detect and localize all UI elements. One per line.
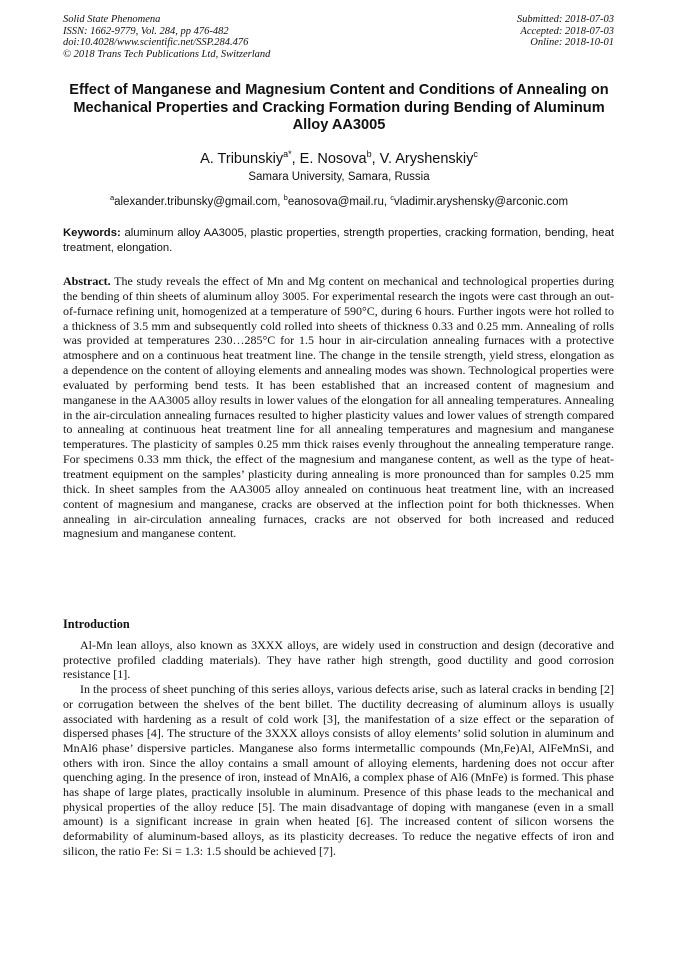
author-name: E. Nosova <box>299 150 367 167</box>
abstract-block <box>63 274 614 541</box>
journal-name: Solid State Phenomena <box>63 14 161 25</box>
doi-line[interactable]: doi:10.4028/www.scientific.net/SSP.284.476 <box>63 37 249 48</box>
author-marker: c <box>473 149 478 159</box>
submitted-date: Submitted: 2018-07-03 <box>516 14 614 25</box>
keywords-text: aluminum alloy AA3005, plastic properties, strength properties, cracking formation, bending, heat treatment, elongation. <box>63 227 615 254</box>
author-marker: a* <box>283 149 292 159</box>
author-name: V. Aryshenskiy <box>379 150 474 167</box>
abstract-label: Abstract. <box>63 274 111 288</box>
author-name: A. Tribunskiy <box>200 150 284 167</box>
affiliation: Samara University, Samara, Russia <box>248 171 430 183</box>
paper-title: Effect of Manganese and Magnesium Content and Conditions of Annealing on Mechanical Properties and Cracking Formation during Bending of Aluminum Alloy AA3005 <box>69 82 609 133</box>
copyright-line: © 2018 Trans Tech Publications Ltd, Switzerland <box>63 48 271 60</box>
email-marker: b <box>283 193 288 202</box>
email-marker: a <box>109 193 115 202</box>
online-date: Online: 2018-10-01 <box>530 37 614 48</box>
email-marker: c <box>390 193 395 202</box>
abstract-text: The study reveals the effect of Mn and Mg content on mechanical and technological properties during the bending of thin sheets of aluminum alloy 3005. For experimental research the ingots were cast through an out-of-furnace refining unit, homogenized at a temperature of 590°C, during 6 hours. Further ingots were hot rolled to a thickness of 3.5 mm and subsequently cold rolled into sheets of thickness 0.33 and 0.25 mm. Annealing of rolls was provided at temperatures 230…285°C for 1.5 hour in air-circulation annealing furnaces with a protective atmosphere and on a continuous heat treatment line. The change in the tensile strength, yield stress, elongation as a dependence on the content of alloying elements and annealing modes was shown. Technological properties were evaluated by performing bend tests. It has been established that an increased content of magnesium and manganese in the AA3005 alloy results in lower values of the elongation for all annealing temperatures. Annealing in the air-circulation annealing furnaces resulted to higher plasticity values and lower values of strength compared to annealing at continuous heat treatment line for all annealing temperatures and magnesium and manganese temperatures. The plasticity of samples 0.25 mm thick raises evenly throughout the annealing temperature range. For specimens 0.33 mm thick, the effect of the magnesium and manganese content, as well as the type of heat-treatment equipment on the samples’ plasticity during annealing is more pronounced than for samples 0.25 mm thick. In sheet samples from the AA3005 alloy annealed on continuous heat treatment line, with an increased content of magnesium and manganese, cracks are observed at the inflection point for both thicknesses. When annealing in air-circulation annealing furnaces, cracks are not observed for both increased and reduced magnesium and manganese content. <box>63 274 614 541</box>
email-link[interactable]: alexander.tribunsky@gmail.com <box>114 195 278 208</box>
keywords-block <box>63 226 614 255</box>
paragraph: In the process of sheet punching of this series alloys, various defects arise, such as lateral cracks in bending [2] or corrugation between the shelves of the bent billet. The ductility decreasing of aluminum alloys is usually associated with hardening as a result of cold work [3], the manifestation of a size effect or the separation of dispersed phases [4]. The structure of the 3XXX alloys consists of alloy elements’ solid solution in aluminum and MnAl6 phase’ dispersive particles. Manganese also forms intermetallic compounds (Mn,Fe)Al, AlFeMnSi, and others with iron. Since the alloy contains a small amount of alloying elements, hardening does not occur after quenching aging. In the presence of iron, instead of MnAl6, a complex phase of Al6 (MnFe) is formed. This phase has shape of large plates, practically insoluble in aluminum. Presence of this phase leads to the mechanical and physical properties of the alloy reduce [5]. The main disadvantage of doping with manganese (even in a small amount) is a significant increase in grain when heated [6]. The increased content of silicon worsens the deformability of aluminum-based alloys, as its plasticity decreases. To reduce the negative effects of iron and silicon, the ratio Fe: Si = 1.3: 1.5 should be achieved [7]. <box>63 682 614 858</box>
author-list: A. Tribunskiy$^{a*}$, E. Nosova$^b$, V. Aryshenskiy$^c$ <box>200 149 478 167</box>
accepted-date: Accepted: 2018-07-03 <box>520 25 614 37</box>
introduction-body <box>63 638 614 859</box>
keywords-label: Keywords: <box>63 227 121 239</box>
section-heading: Introduction <box>63 617 130 631</box>
email-link[interactable]: vladimir.aryshensky@arconic.com <box>394 195 569 208</box>
issn-line: ISSN: 1662-9779, Vol. 284, pp 476-482 <box>63 25 229 37</box>
publication-dates <box>517 14 614 49</box>
paragraph: Al-Mn lean alloys, also known as 3XXX alloys, are widely used in construction and design (decorative and protective profiled cladding materials). They have rather high strength, good ductility and good corrosion resistance [1]. <box>63 638 614 682</box>
journal-info <box>63 14 270 60</box>
email-link[interactable]: eanosova@mail.ru <box>287 195 384 208</box>
author-marker: b <box>366 149 372 159</box>
email-list: $^a$alexander.tribunsky@gmail.com, $^b$eanosova@mail.ru, $^c$vladimir.aryshensky@arconic.com <box>109 193 569 208</box>
